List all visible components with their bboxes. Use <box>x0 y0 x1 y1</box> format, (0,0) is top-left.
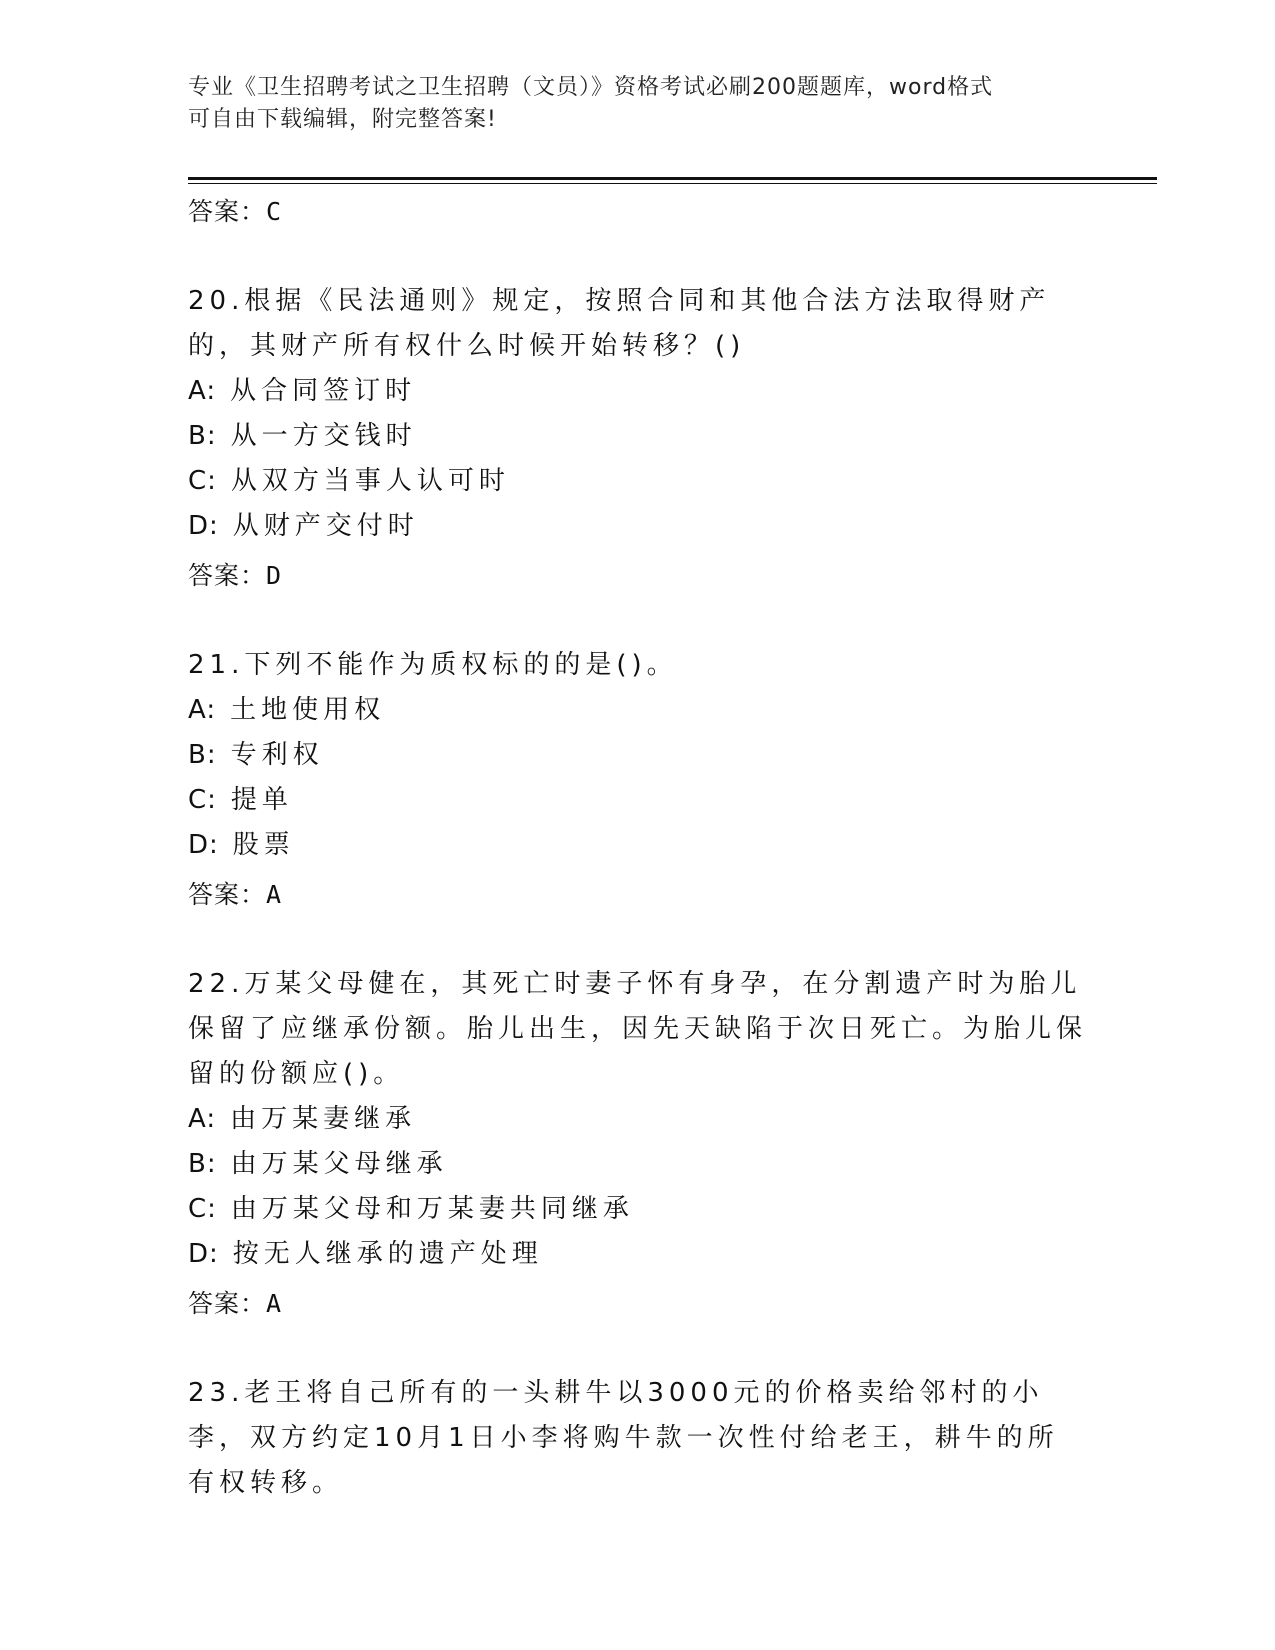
option-b <box>188 1142 1088 1187</box>
question-text: 23.老王将自己所有的一头耕牛以3000元的价格卖给邻村的小李，双方约定10月1日小李将购牛款一次性付给老王，耕牛的所有权转移。 <box>188 1378 1059 1498</box>
option-text: 由万某妻继承 <box>230 1104 417 1134</box>
document-header <box>188 72 1088 136</box>
question-text: 21.下列不能作为质权标的的是()。 <box>188 650 678 680</box>
option-text: 按无人继承的遗产处理 <box>232 1239 543 1269</box>
header-rule-thin <box>188 183 1157 184</box>
option-letter: D: <box>188 511 219 541</box>
answer-value: D <box>266 561 283 590</box>
header-line-1: 专业《卫生招聘考试之卫生招聘（文员）》资格考试必刷200题题库，word格式 <box>188 75 994 100</box>
answer-line <box>188 872 1088 918</box>
answer-line <box>188 1281 1088 1327</box>
option-letter: D: <box>188 830 219 860</box>
answer-label: 答案： <box>188 880 267 909</box>
answer-value: A <box>266 880 283 909</box>
option-letter: D: <box>188 1239 219 1269</box>
header-line-2: 可自由下载编辑，附完整答案! <box>188 107 497 132</box>
option-text: 提单 <box>230 785 293 815</box>
option-text: 从双方当事人认可时 <box>230 466 510 496</box>
option-letter: C: <box>188 466 217 496</box>
question-text: 22.万某父母健在，其死亡时妻子怀有身孕，在分割遗产时为胎儿保留了应继承份额。胎儿出生，因先天缺陷于次日死亡。为胎儿保留的份额应()。 <box>188 969 1088 1089</box>
option-letter: A: <box>188 695 217 725</box>
question-item <box>188 643 1088 918</box>
option-d <box>188 504 1088 549</box>
option-text: 由万某父母继承 <box>230 1149 448 1179</box>
option-letter: C: <box>188 785 217 815</box>
option-a <box>188 369 1088 414</box>
question-item <box>188 1371 1088 1506</box>
answer-value: A <box>266 1289 283 1318</box>
option-b <box>188 414 1088 459</box>
option-a <box>188 688 1088 733</box>
option-c <box>188 1187 1088 1232</box>
question-text: 20.根据《民法通则》规定，按照合同和其他合法方法取得财产的，其财产所有权什么时候开始转移？() <box>188 286 1051 361</box>
question-list <box>188 185 1088 1506</box>
option-letter: A: <box>188 376 217 406</box>
answer-value: C <box>266 197 283 226</box>
header-rule-thick <box>188 177 1157 180</box>
option-letter: B: <box>188 1149 217 1179</box>
option-c <box>188 459 1088 504</box>
question-item <box>188 279 1088 599</box>
answer-line <box>188 553 1088 599</box>
option-d <box>188 1232 1088 1277</box>
option-text: 从一方交钱时 <box>230 421 417 451</box>
option-letter: C: <box>188 1194 217 1224</box>
option-c <box>188 778 1088 823</box>
option-letter: B: <box>188 740 217 770</box>
option-letter: A: <box>188 1104 217 1134</box>
answer-line <box>188 189 1088 235</box>
option-text: 从财产交付时 <box>232 511 419 541</box>
option-a <box>188 1097 1088 1142</box>
option-letter: B: <box>188 421 217 451</box>
question-item <box>188 962 1088 1327</box>
option-d <box>188 823 1088 868</box>
answer-label: 答案： <box>188 1289 267 1318</box>
option-text: 土地使用权 <box>230 695 386 725</box>
answer-label: 答案： <box>188 197 267 226</box>
option-text: 专利权 <box>230 740 324 770</box>
option-b <box>188 733 1088 778</box>
option-text: 从合同签订时 <box>230 376 417 406</box>
option-text: 由万某父母和万某妻共同继承 <box>230 1194 634 1224</box>
answer-label: 答案： <box>188 561 267 590</box>
option-text: 股票 <box>232 830 295 860</box>
